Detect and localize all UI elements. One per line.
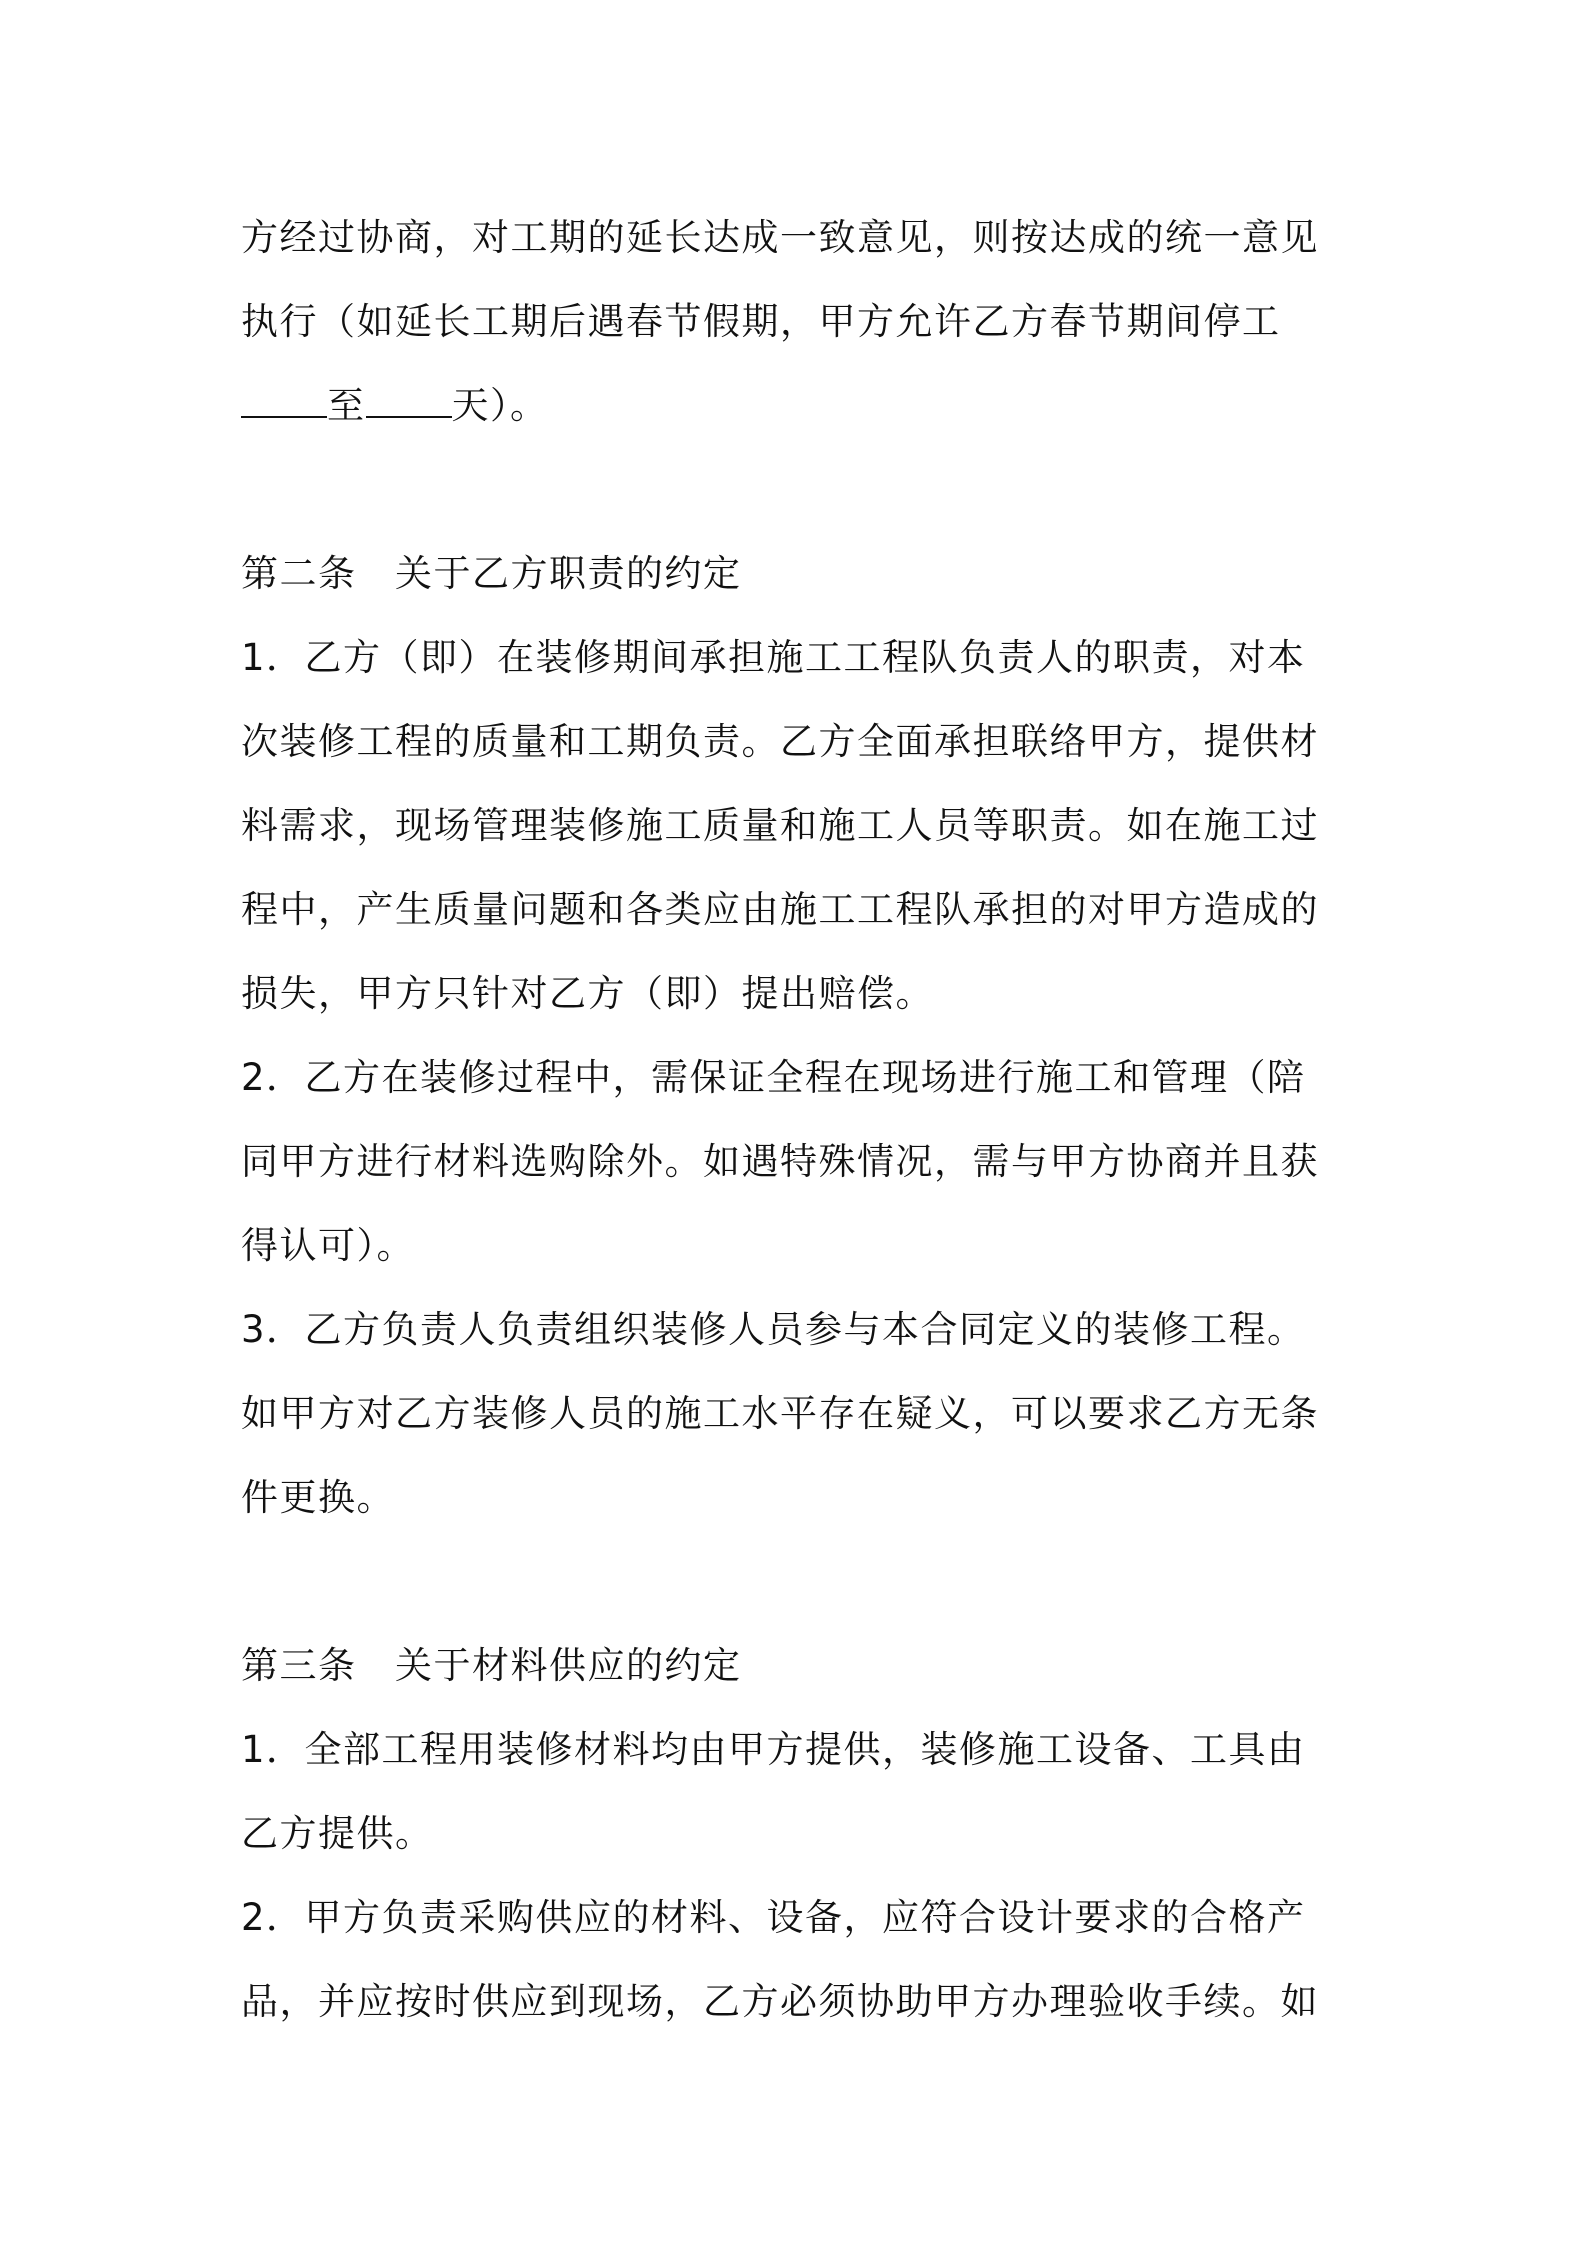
article2-item2-line: 得认可）。 (241, 1224, 415, 1267)
article3-item2-line: 品，并应按时供应到现场，乙方必须协助甲方办理验收手续。如 (241, 1980, 1319, 2023)
article3-item1-line: 1．全部工程用装修材料均由甲方提供，装修施工设备、工具由 (241, 1728, 1306, 1771)
paragraph-line-with-blanks: 至 天）。 (241, 364, 1363, 448)
article2-item3-line: 如甲方对乙方装修人员的施工水平存在疑义，可以要求乙方无条 (241, 1392, 1319, 1435)
section-gap (241, 448, 1363, 532)
article2-item1-line: 1．乙方（即）在装修期间承担施工工程队负责人的职责，对本 (241, 636, 1306, 679)
article2-item3-line: 3．乙方负责人负责组织装修人员参与本合同定义的装修工程。 (241, 1308, 1306, 1351)
article2-item2-line: 2．乙方在装修过程中，需保证全程在现场进行施工和管理（陪 (241, 1056, 1306, 1099)
article2-heading: 第二条 关于乙方职责的约定 (241, 552, 742, 595)
article3-item1-line: 乙方提供。 (241, 1812, 434, 1855)
document-page (241, 196, 1363, 2044)
article2-item1-line: 料需求，现场管理装修施工质量和施工人员等职责。如在施工过 (241, 804, 1319, 847)
article2-item2-line: 同甲方进行材料选购除外。如遇特殊情况，需与甲方协商并且获 (241, 1140, 1319, 1183)
paragraph-line: 方经过协商，对工期的延长达成一致意见，则按达成的统一意见 (241, 216, 1319, 259)
fill-blank (241, 386, 327, 418)
fill-blank (366, 386, 452, 418)
article2-item1-line: 次装修工程的质量和工期负责。乙方全面承担联络甲方，提供材 (241, 720, 1319, 763)
article2-item3-line: 件更换。 (241, 1476, 395, 1519)
section-gap (241, 1540, 1363, 1624)
article2-item1-line: 损失，甲方只针对乙方（即）提出赔偿。 (241, 972, 934, 1015)
article3-item2-line: 2．甲方负责采购供应的材料、设备，应符合设计要求的合格产 (241, 1896, 1306, 1939)
article2-item1-line: 程中，产生质量问题和各类应由施工工程队承担的对甲方造成的 (241, 888, 1319, 931)
paragraph-line: 执行（如延长工期后遇春节假期，甲方允许乙方春节期间停工 (241, 300, 1281, 343)
article3-heading: 第三条 关于材料供应的约定 (241, 1644, 742, 1687)
